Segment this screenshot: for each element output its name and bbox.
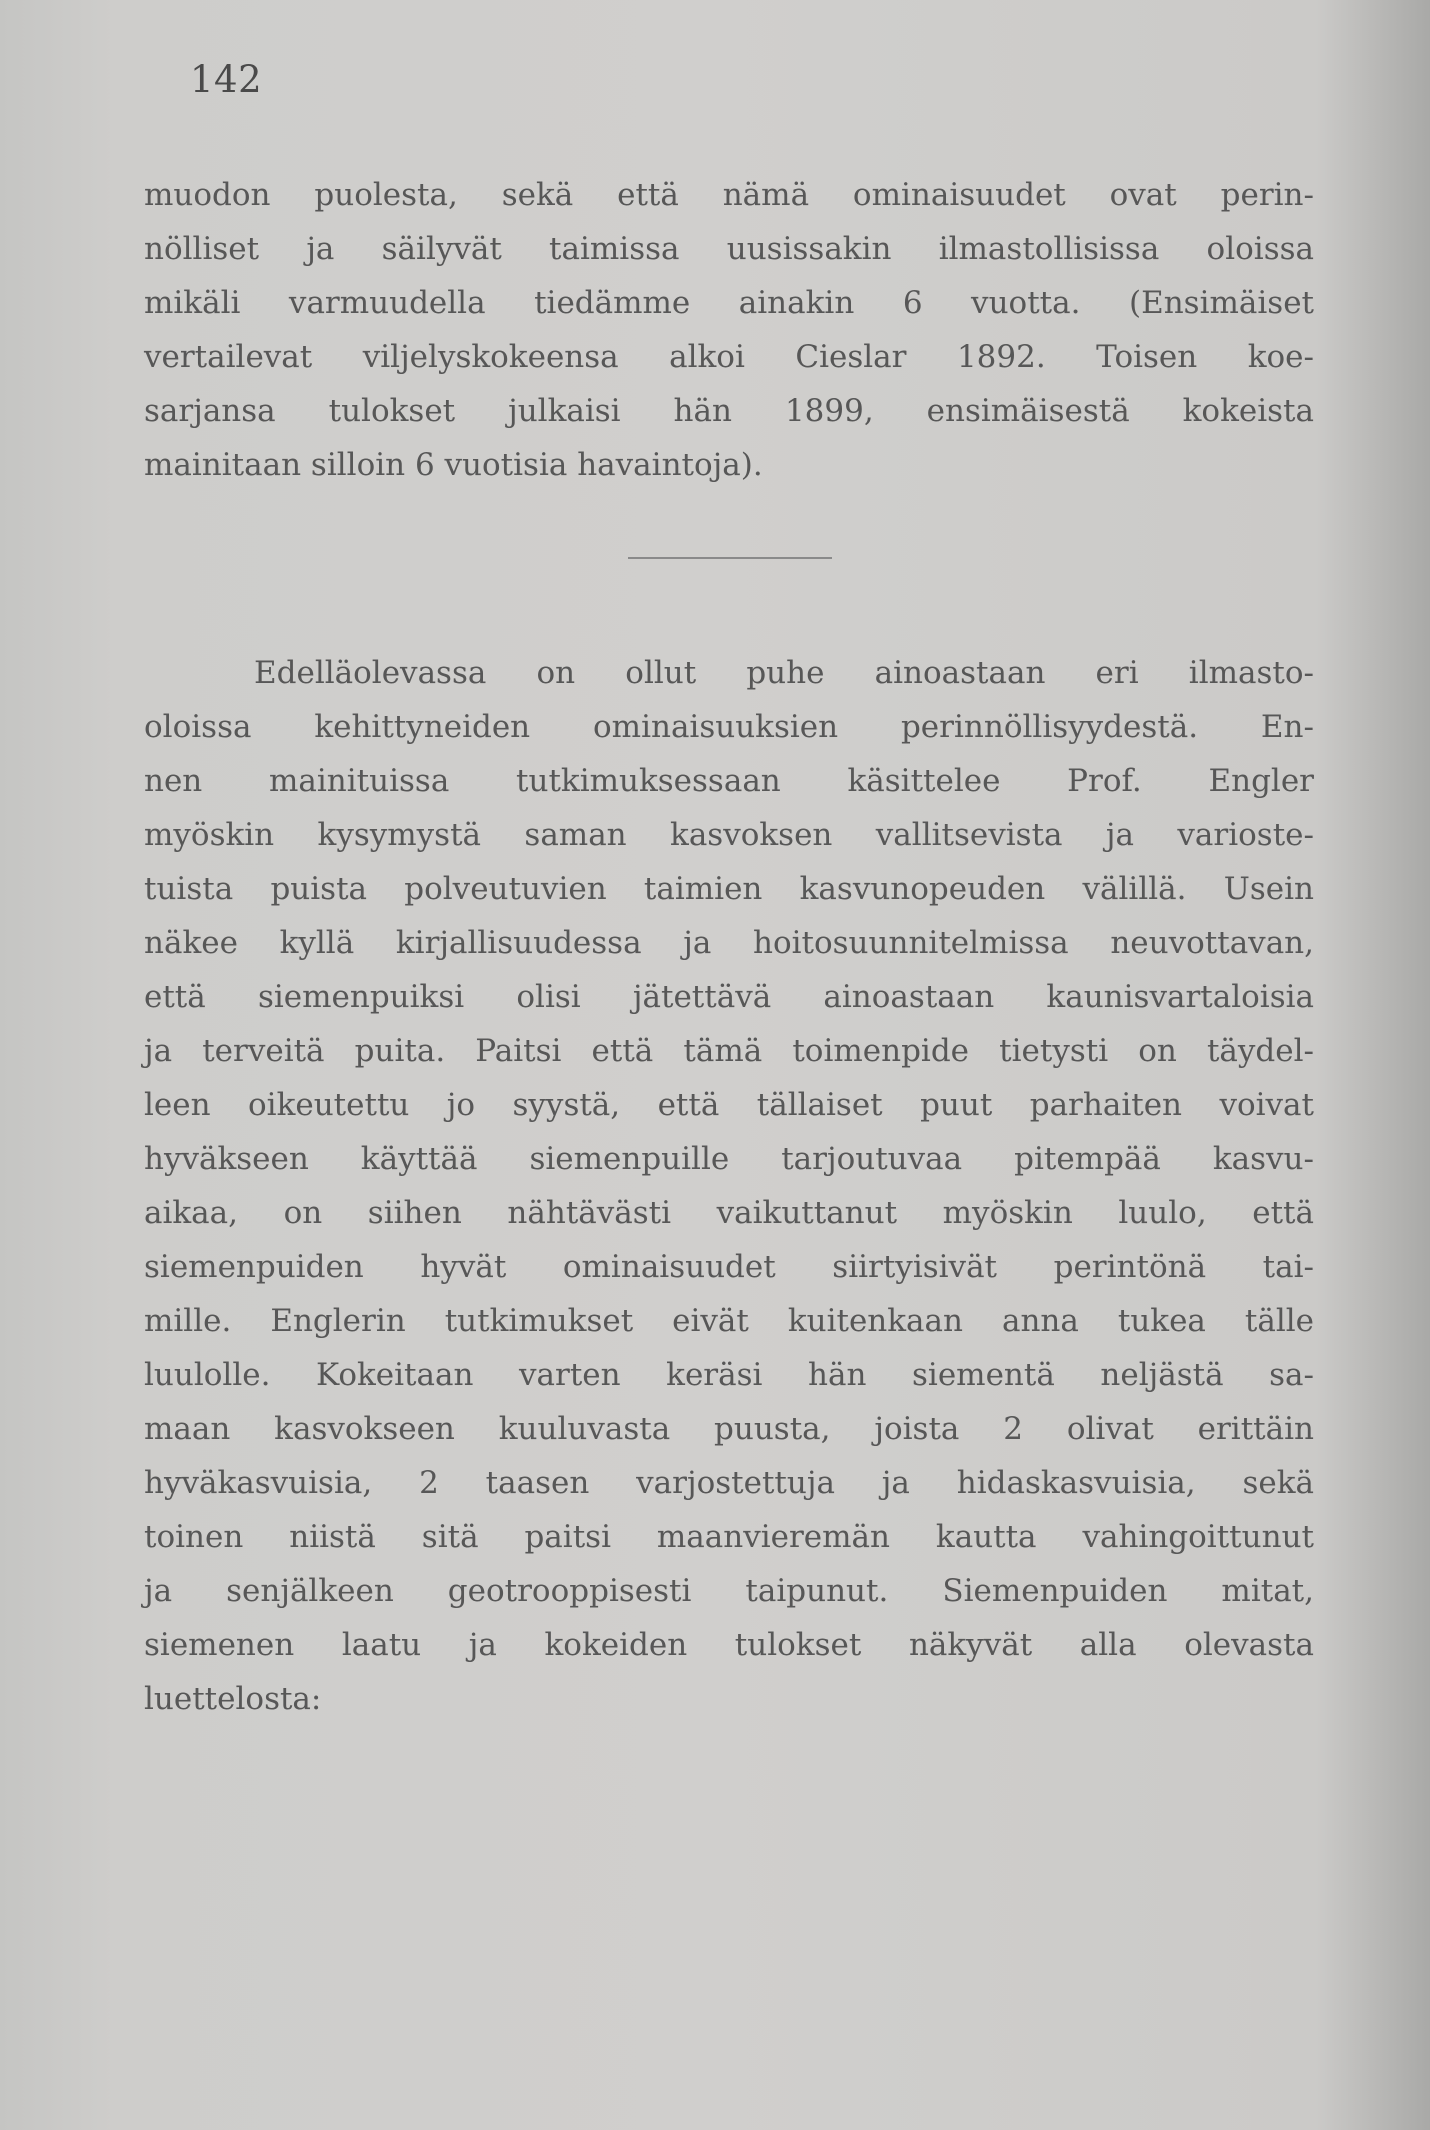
text-line: hyväkasvuisia, 2 taasen varjostettuja ja hidaskasvuisia, sekä [144,1465,1314,1501]
text-line: siemenpuiden hyvät ominaisuudet siirtyisivät perintönä tai- [144,1249,1314,1285]
text-line: siemenen laatu ja kokeiden tulokset näkyvät alla olevasta [144,1627,1314,1663]
text-line: mainitaan silloin 6 vuotisia havaintoja). [144,447,763,483]
text-line: hyväkseen käyttää siemenpuille tarjoutuvaa pitempää kasvu- [144,1141,1314,1177]
text-line: nölliset ja säilyvät taimissa uusissakin ilmastollisissa oloissa [144,231,1314,267]
text-line: luulolle. Kokeitaan varten keräsi hän siementä neljästä sa- [144,1357,1314,1393]
text-line: myöskin kysymystä saman kasvoksen vallitsevista ja varioste- [144,817,1314,853]
text-line: maan kasvokseen kuuluvasta puusta, joista 2 olivat erittäin [144,1411,1314,1447]
text-line: että siemenpuiksi olisi jätettävä ainoastaan kaunisvartaloisia [144,979,1314,1015]
text-line: ja terveitä puita. Paitsi että tämä toimenpide tietysti on täydel- [144,1033,1314,1069]
text-line: Edelläolevassa on ollut puhe ainoastaan eri ilmasto- [254,655,1314,691]
page-number: 142 [190,58,263,101]
section-divider [628,557,832,559]
text-line: muodon puolesta, sekä että nämä ominaisuudet ovat perin- [144,177,1314,213]
text-line: mille. Englerin tutkimukset eivät kuitenkaan anna tukea tälle [144,1303,1314,1339]
text-line: ja senjälkeen geotrooppisesti taipunut. Siemenpuiden mitat, [144,1573,1314,1609]
text-line: oloissa kehittyneiden ominaisuuksien perinnöllisyydestä. En- [144,709,1314,745]
text-line: toinen niistä sitä paitsi maanvieremän kautta vahingoittunut [144,1519,1314,1555]
text-line: mikäli varmuudella tiedämme ainakin 6 vuotta. (Ensimäiset [144,285,1314,321]
text-line: aikaa, on siihen nähtävästi vaikuttanut myöskin luulo, että [144,1195,1314,1231]
text-line: sarjansa tulokset julkaisi hän 1899, ensimäisestä kokeista [144,393,1314,429]
text-line: nen mainituissa tutkimuksessaan käsittelee Prof. Engler [144,763,1314,799]
text-line: leen oikeutettu jo syystä, että tällaiset puut parhaiten voivat [144,1087,1314,1123]
text-line: luettelosta: [144,1681,322,1717]
text-line: tuista puista polveutuvien taimien kasvunopeuden välillä. Usein [144,871,1314,907]
text-line: näkee kyllä kirjallisuudessa ja hoitosuunnitelmissa neuvottavan, [144,925,1314,961]
text-line: vertailevat viljelyskokeensa alkoi Cieslar 1892. Toisen koe- [144,339,1314,375]
